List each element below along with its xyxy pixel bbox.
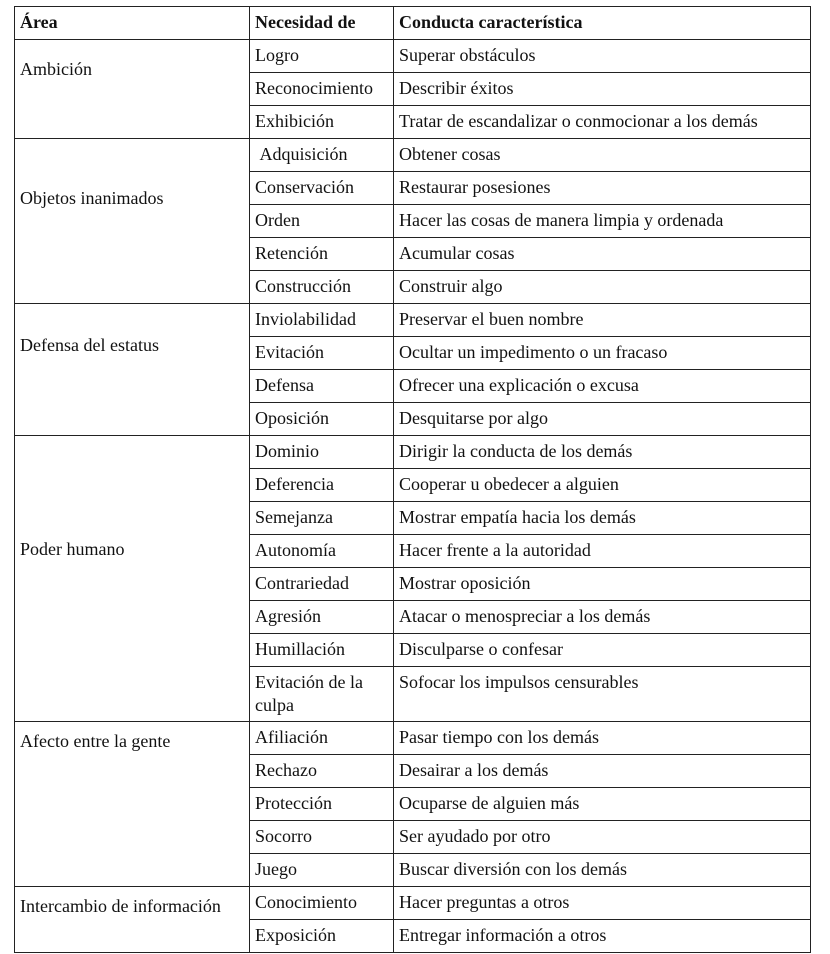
need-cell: Protección [250,788,394,821]
behavior-cell: Atacar o menospreciar a los demás [394,601,811,634]
need-cell: Conservación [250,172,394,205]
table-row [15,139,811,172]
need-cell: Reconocimiento [250,73,394,106]
area-cell [15,436,250,722]
area-cell [15,139,250,304]
behavior-cell: Cooperar u obedecer a alguien [394,469,811,502]
behavior-cell: Entregar información a otros [394,920,811,953]
behavior-cell: Ofrecer una explicación o excusa [394,370,811,403]
header-behavior: Conducta característica [394,7,811,40]
need-cell: Afiliación [250,722,394,755]
behavior-cell: Mostrar oposición [394,568,811,601]
behavior-cell: Tratar de escandalizar o conmocionar a los demás [394,106,811,139]
behavior-cell: Buscar diversión con los demás [394,854,811,887]
need-cell: Defensa [250,370,394,403]
behavior-cell: Hacer las cosas de manera limpia y ordenada [394,205,811,238]
behavior-cell: Hacer frente a la autoridad [394,535,811,568]
need-cell: Evitación de la culpa [250,667,394,722]
behavior-cell: Ser ayudado por otro [394,821,811,854]
need-cell: Humillación [250,634,394,667]
table-row [15,722,811,755]
behavior-cell: Preservar el buen nombre [394,304,811,337]
area-cell [15,722,250,887]
area-label: Afecto entre la gente [20,731,171,751]
area-cell [15,304,250,436]
behavior-cell: Ocuparse de alguien más [394,788,811,821]
behavior-cell: Sofocar los impulsos censurables [394,667,811,722]
behavior-cell: Desquitarse por algo [394,403,811,436]
need-cell: Evitación [250,337,394,370]
behavior-cell: Mostrar empatía hacia los demás [394,502,811,535]
need-cell: Contrariedad [250,568,394,601]
need-cell: Orden [250,205,394,238]
need-cell: Deferencia [250,469,394,502]
header-row [15,7,811,40]
need-cell: Exposición [250,920,394,953]
behavior-cell: Ocultar un impedimento o un fracaso [394,337,811,370]
table-row [15,887,811,920]
need-cell: Agresión [250,601,394,634]
behavior-cell: Desairar a los demás [394,755,811,788]
area-label: Objetos inanimados [20,188,164,208]
need-cell: Socorro [250,821,394,854]
behavior-cell: Restaurar posesiones [394,172,811,205]
behavior-cell: Describir éxitos [394,73,811,106]
table-row [15,304,811,337]
table-row [15,436,811,469]
need-cell: Adquisición [250,139,394,172]
behavior-cell: Superar obstáculos [394,40,811,73]
need-cell: Juego [250,854,394,887]
area-cell [15,887,250,953]
needs-table [14,6,811,953]
need-cell: Rechazo [250,755,394,788]
table-body [15,40,811,953]
need-cell: Retención [250,238,394,271]
header-need: Necesidad de [250,7,394,40]
behavior-cell: Dirigir la conducta de los demás [394,436,811,469]
need-cell: Construcción [250,271,394,304]
behavior-cell: Obtener cosas [394,139,811,172]
need-cell: Logro [250,40,394,73]
need-cell: Semejanza [250,502,394,535]
table-row [15,40,811,73]
area-label: Intercambio de información [20,896,221,916]
header-area: Área [15,7,250,40]
need-cell: Conocimiento [250,887,394,920]
behavior-cell: Pasar tiempo con los demás [394,722,811,755]
need-cell: Inviolabilidad [250,304,394,337]
area-label: Ambición [20,59,92,79]
behavior-cell: Acumular cosas [394,238,811,271]
behavior-cell: Construir algo [394,271,811,304]
area-label: Poder humano [20,539,125,559]
need-cell: Dominio [250,436,394,469]
behavior-cell: Disculparse o confesar [394,634,811,667]
need-cell: Exhibición [250,106,394,139]
area-cell [15,40,250,139]
need-cell: Oposición [250,403,394,436]
need-cell: Autonomía [250,535,394,568]
area-label: Defensa del estatus [20,335,159,355]
behavior-cell: Hacer preguntas a otros [394,887,811,920]
